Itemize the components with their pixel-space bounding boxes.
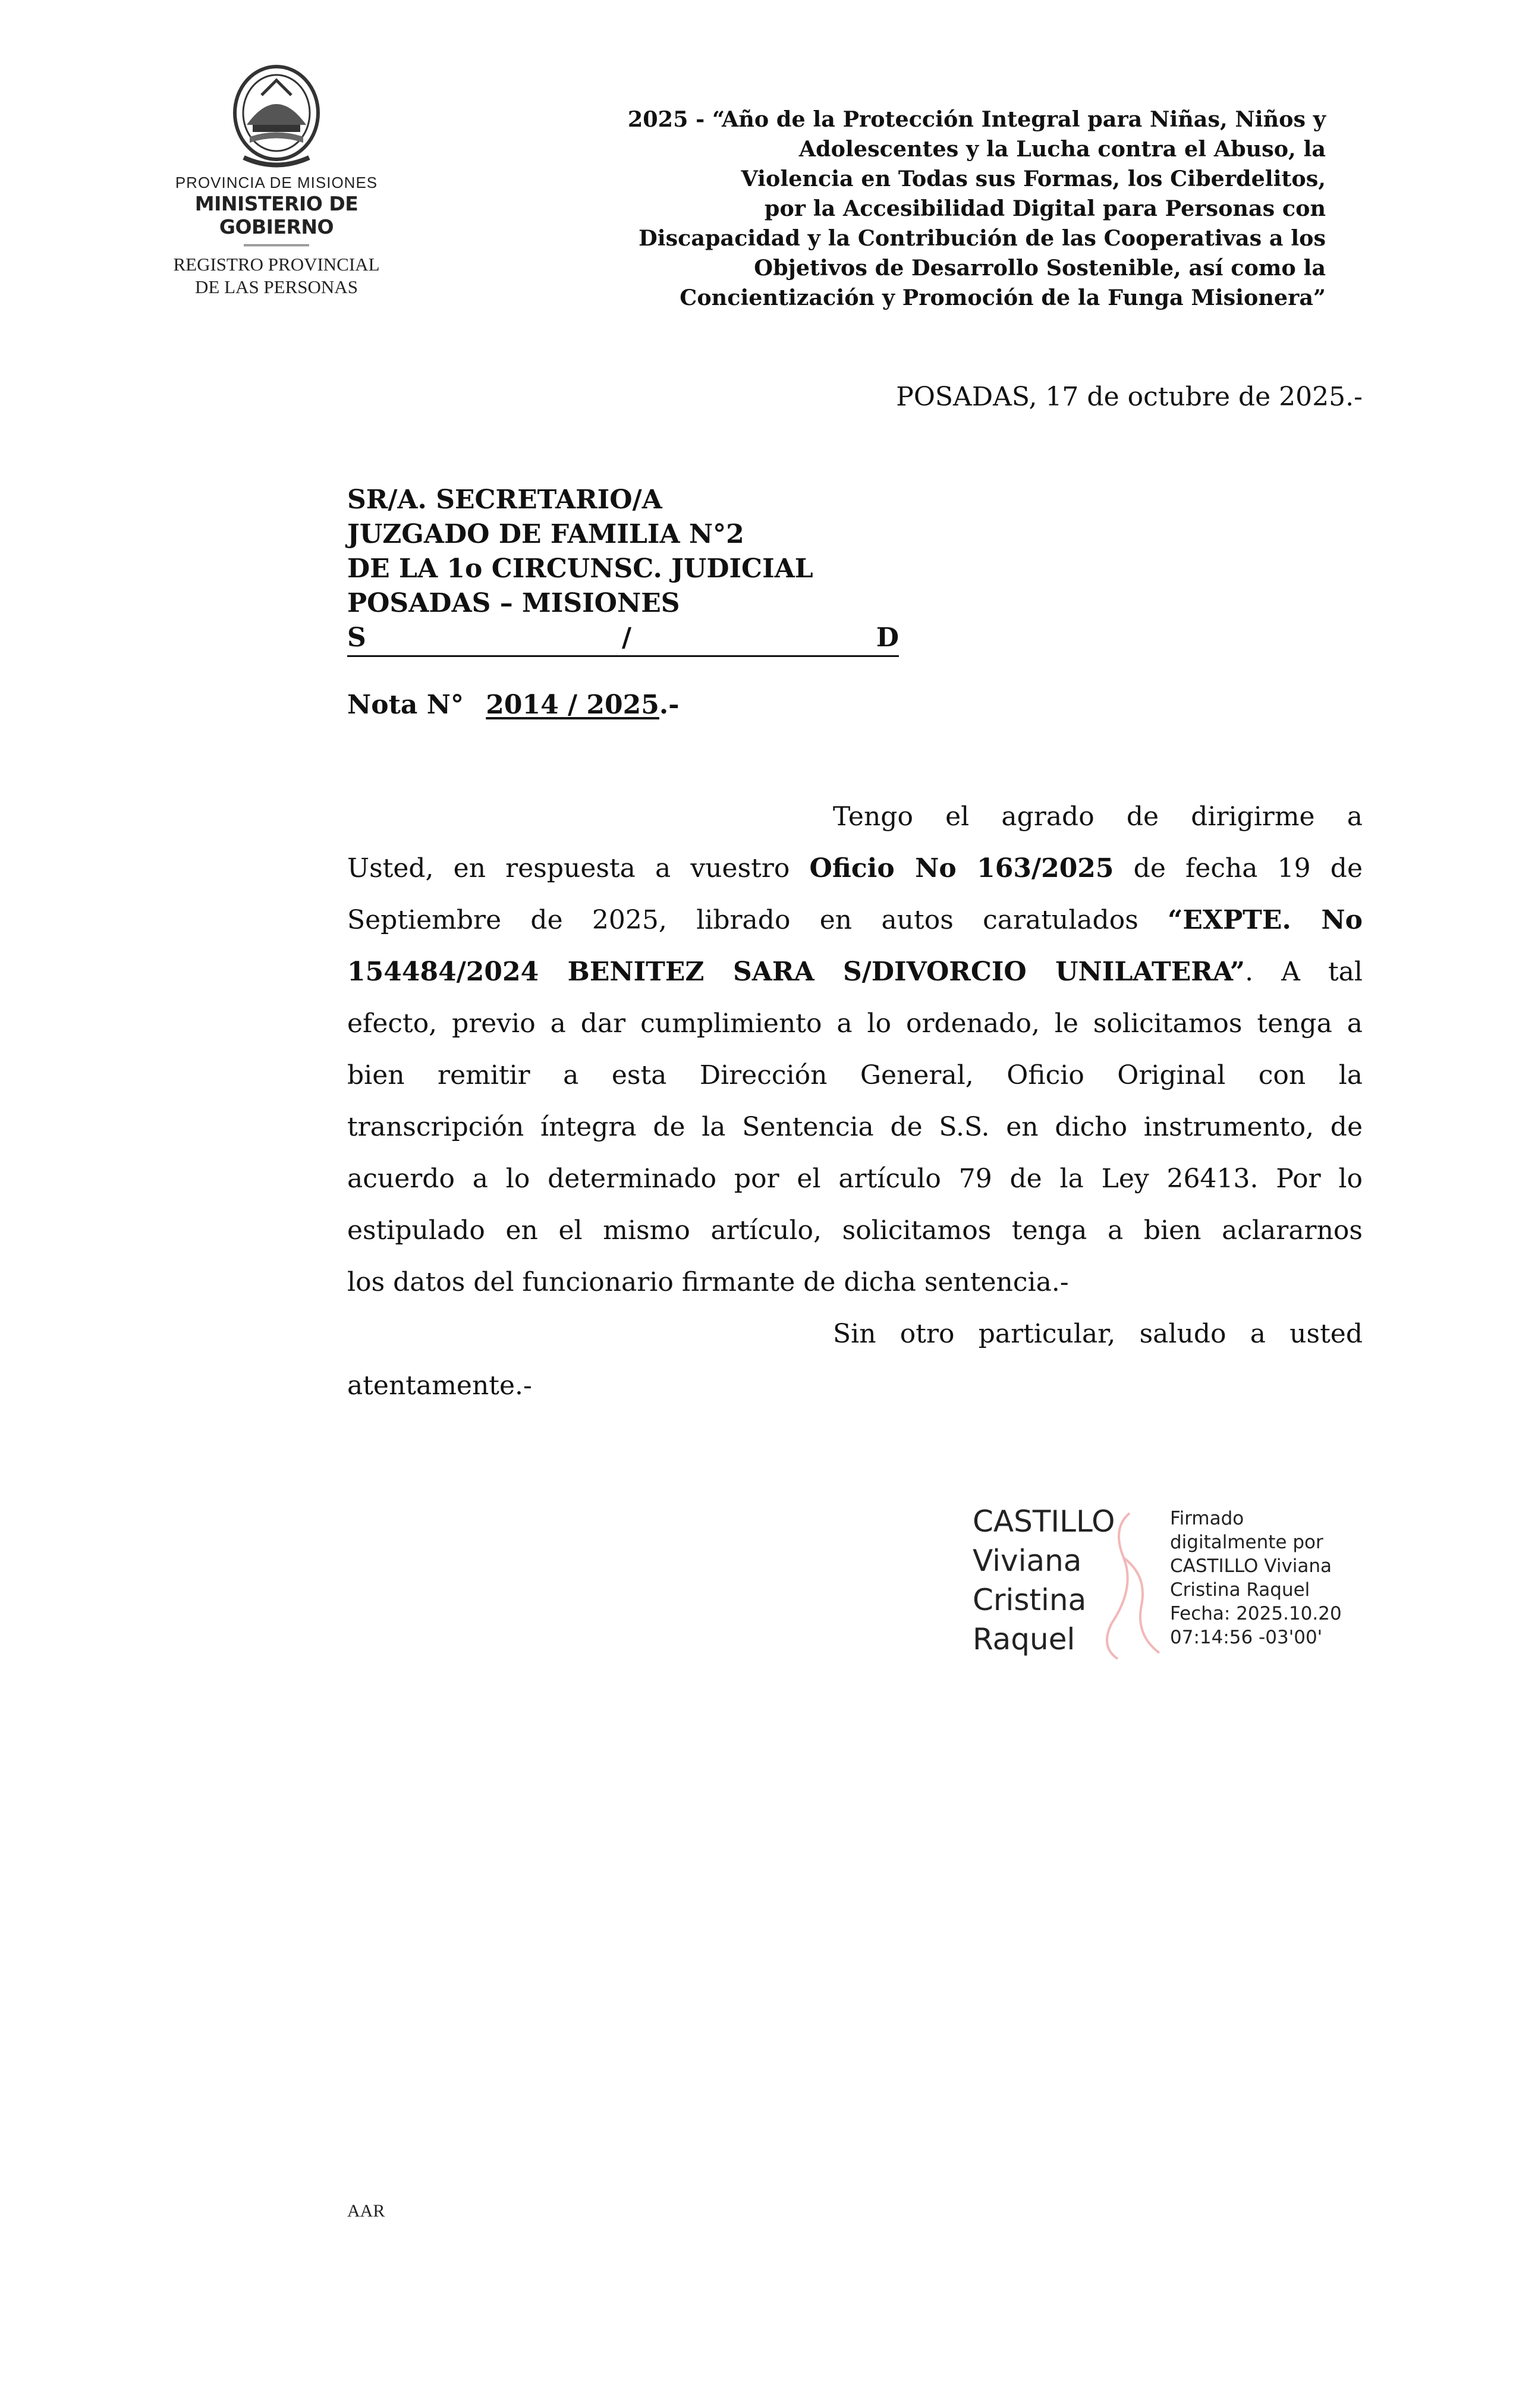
ministry-logo [140,59,413,298]
addressee-block [347,483,899,657]
sd-left: S [347,623,366,653]
signer-name-line: Raquel [973,1622,1075,1656]
motto-line: Concientización y Promoción de la Funga Misionera” [680,285,1326,310]
sd-mid: / [622,623,632,653]
note-number: 2014 / 2025 [486,690,659,720]
motto-line: por la Accesibilidad Digital para Personas con [764,196,1326,221]
body-text: Usted, en respuesta a vuestro [347,853,810,884]
body-line: acuerdo a lo determinado por el artículo 79 de la Ley 26413. Por lo [347,1164,1363,1194]
addressee-line: SR/A. SECRETARIO/A [347,485,662,515]
signer-name-line: CASTILLO [973,1504,1115,1539]
addressee-line: JUZGADO DE FAMILIA N°2 [347,519,744,549]
signature-detail-line: Cristina Raquel [1170,1579,1310,1601]
signer-name-line: Cristina [973,1583,1087,1617]
signature-detail-line: CASTILLO Viviana [1170,1555,1332,1577]
body-line: los datos del funcionario firmante de dicha sentencia.- [347,1267,1069,1297]
registry-line-1: REGISTRO PROVINCIAL [173,254,380,275]
body-line: efecto, previo a dar cumplimiento a lo ordenado, le solicitamos tenga a [347,1008,1363,1039]
body-line [347,843,1363,894]
motto-line: Objetivos de Desarrollo Sostenible, así como la [754,255,1326,281]
body-line [347,791,1363,843]
provincial-seal-icon [220,59,333,172]
province-name: PROVINCIA DE MISIONES [175,174,378,191]
body-text: Tengo el agrado de dirigirme a [833,801,1363,832]
body-line: bien remitir a esta Dirección General, Oficio Original con la [347,1060,1363,1090]
digital-signature-icon [1088,1504,1177,1665]
body-line [347,894,1363,946]
year-motto [571,105,1326,313]
motto-line: Adolescentes y la Lucha contra el Abuso, la [798,136,1326,162]
body-line: transcripción íntegra de la Sentencia de S.S. en dicho instrumento, de [347,1112,1363,1142]
letter-body [347,791,1363,1412]
note-suffix: .- [659,690,680,720]
signer-name-line: Viviana [973,1543,1082,1578]
registry-line-2: DE LAS PERSONAS [195,276,358,297]
body-text: de fecha 19 de [1114,853,1363,884]
body-text: Septiembre de 2025, librado en autos caratulados [347,905,1168,935]
body-text: . A tal [1245,957,1363,987]
motto-line: 2025 - “Año de la Protección Integral para Niñas, Niños y [627,106,1326,132]
motto-line: Discapacidad y la Contribución de las Cooperativas a los [639,225,1326,251]
signature-detail-line: Firmado [1170,1508,1244,1529]
body-line [347,946,1363,998]
note-label: Nota N° [347,690,464,720]
addressee-line: POSADAS – MISIONES [347,588,680,618]
expediente-caption: 154484/2024 BENITEZ SARA S/DIVORCIO UNILATERA” [347,957,1245,987]
sd-right: D [876,623,899,653]
signature-detail-line: Fecha: 2025.10.20 [1170,1603,1342,1624]
body-line: Sin otro particular, saludo a usted [833,1319,1363,1349]
note-number-line [347,690,680,720]
body-line: estipulado en el mismo artículo, solicitamos tenga a bien aclararnos [347,1215,1363,1246]
document-date: POSADAS, 17 de octubre de 2025.- [896,382,1363,412]
oficio-reference: Oficio No 163/2025 [809,853,1114,884]
expediente-reference: “EXPTE. No [1168,905,1363,935]
signature-detail-line: 07:14:56 -03'00' [1170,1627,1323,1648]
typist-initials: AAR [347,2201,385,2221]
addressee-line: DE LA 1o CIRCUNSC. JUDICIAL [347,554,813,584]
signature-detail-line: digitalmente por [1170,1532,1323,1553]
logo-divider [244,244,309,249]
body-line: atentamente.- [347,1370,532,1401]
sd-line [347,621,899,657]
signature-details [1170,1507,1342,1649]
motto-line: Violencia en Todas sus Formas, los Ciberdelitos, [741,166,1326,191]
ministry-name: MINISTERIO DE GOBIERNO [194,192,358,238]
